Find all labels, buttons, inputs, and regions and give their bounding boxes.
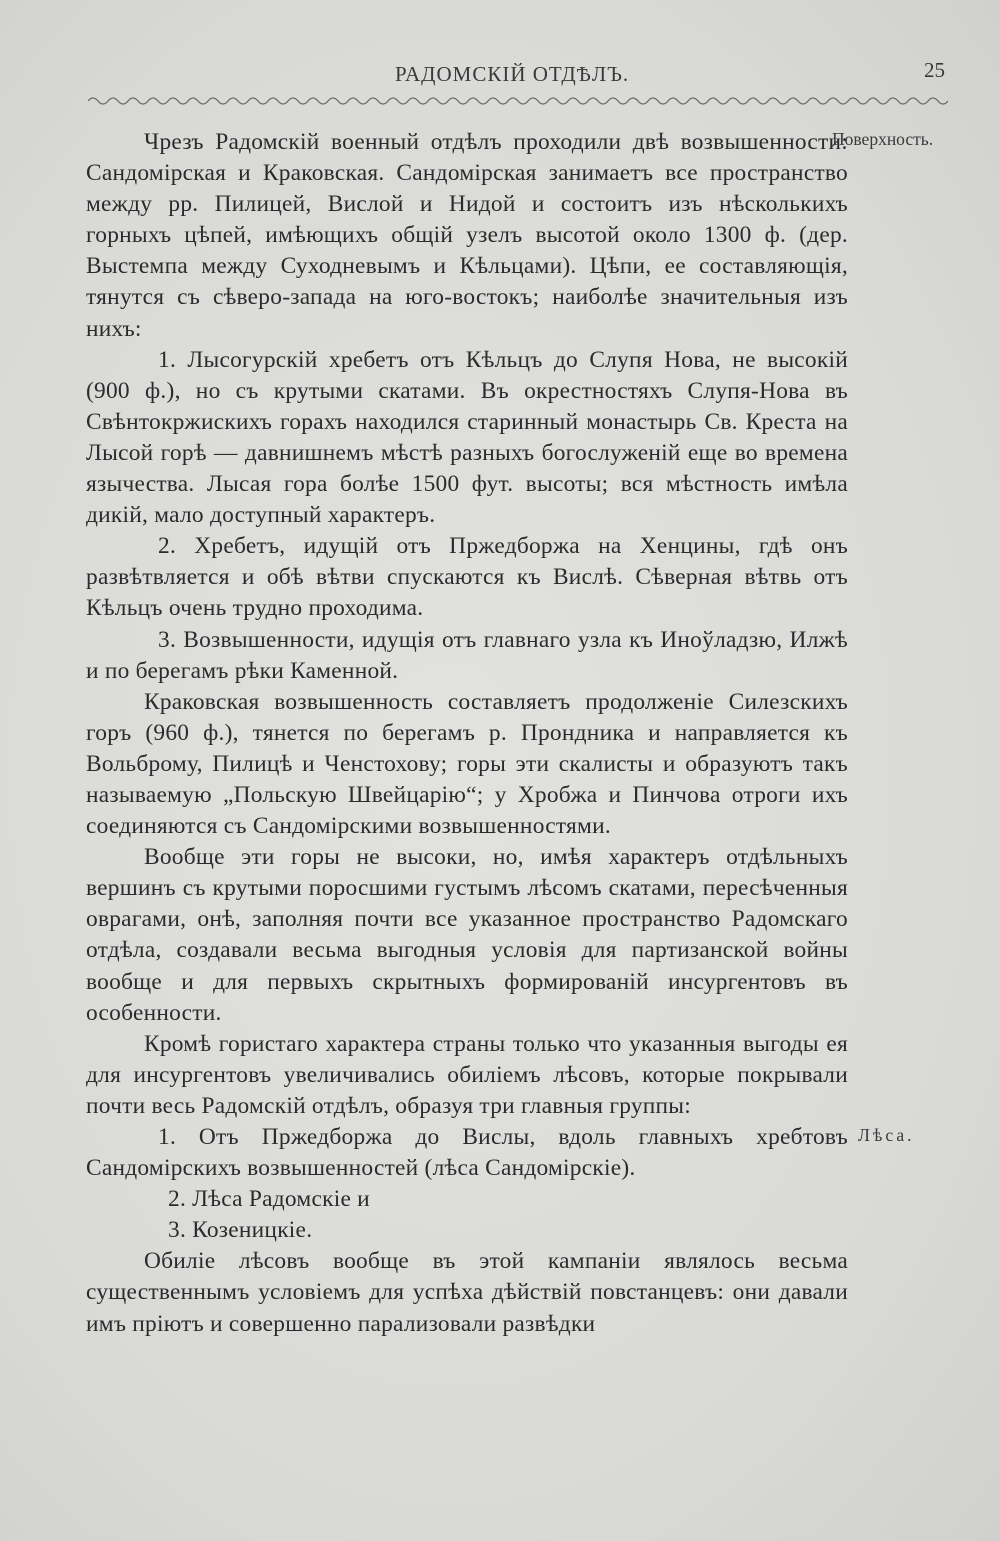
list-item-heights-inowlodz: 3. Возвышенности, идущія отъ главнаго узла къ Иноўладзю, Илжѣ и по берегамъ рѣки Каменной. <box>86 626 848 684</box>
wavy-rule-divider <box>88 94 948 108</box>
list-item-kozienice-forests: 3. Козеницкіе. <box>168 1217 313 1244</box>
list-item-sandomierz-forests: 1. Отъ Пржедборжа до Вислы, вдоль главныхъ хребтовъ Сандомірскихъ возвышенностей (лѣса Сандомірскіе). <box>86 1124 848 1182</box>
paragraph-krakow-heights: Краковская возвышенность составляетъ продолженіе Силезскихъ горъ (960 ф.), тянется по берегамъ р. Прондника и направляется къ Вольброму, Пилицѣ и Ченстохову; горы эти скалисты и образуютъ такъ называемую „Польскую Швейцарію“; у Хробжа и Пинчова отроги ихъ соединяются съ Сандомірскими возвышенностями. <box>86 688 848 840</box>
margin-note-forests: Лѣса. <box>858 1125 915 1145</box>
paragraph-heights-intro: Чрезъ Радомскій военный отдѣлъ проходили двѣ возвышенности: Сандомірская и Краковская. Сандомірская занимаетъ все пространство между рр. Пилицей, Вислой и Нидой и состоитъ изъ нѣсколькихъ горныхъ цѣпей, имѣющихъ общій узелъ высотой около 1300 ф. (дер. Выстемпа между Суходневымъ и Кѣльцами). Цѣпи, ее составляющія, тянутся съ сѣверо-запада на юго-востокъ; наиболѣе значительныя изъ нихъ: <box>86 129 848 342</box>
paragraph-forests-significance: Обиліе лѣсовъ вообще въ этой кампаніи являлось весьма существеннымъ условіемъ для успѣха дѣйствій повстанцевъ: они давали имъ пріютъ и совершенно парализовали развѣдки <box>86 1248 848 1337</box>
running-title: РАДОМСКІЙ ОТДѢЛЪ. <box>395 62 630 86</box>
list-item-przedborz-ridge: 2. Хребетъ, идущій отъ Пржедборжа на Хенцины, гдѣ онъ развѣтвляется и обѣ вѣтви спускаются къ Вислѣ. Сѣверная вѣтвь отъ Кѣльцъ очень трудно проходима. <box>86 533 848 622</box>
margin-note-surface: Поверхность. <box>832 129 934 149</box>
paragraph-forests-intro: Кромѣ гористаго характера страны только что указанныя выгоды ея для инсургентовъ увеличивались обиліемъ лѣсовъ, которые покрывали почти весь Радомскій отдѣлъ, образуя три главныя группы: <box>86 1030 848 1119</box>
list-item-radom-forests: 2. Лѣса Радомскіе и <box>168 1186 370 1213</box>
body-text <box>86 127 848 1340</box>
paragraph-mountains-general: Вообще эти горы не высоки, но, имѣя характеръ отдѣльныхъ вершинъ съ крутыми поросшими густымъ лѣсомъ скатами, пересѣченныя оврагами, онѣ, заполняя почти все указанное пространство Радомскаго отдѣла, создавали весьма выгодныя условія для партизанской войны вообще и для первыхъ скрытныхъ формированій инсургентовъ въ особенности. <box>86 844 848 1026</box>
page-number: 25 <box>924 58 945 82</box>
list-item-lysogorsky-ridge: 1. Лысогурскій хребетъ отъ Кѣльцъ до Слупя Нова, не высокій (900 ф.), но съ крутыми скатами. Въ окрестностяхъ Слупя-Нова въ Свѣнтокржискихъ горахъ находился старинный монастырь Св. Креста на Лысой горѣ — давнишнемъ мѣстѣ разныхъ богослуженій еще во времена язычества. Лысая гора болѣе 1500 фут. высоты; вся мѣстность имѣла дикій, мало доступный характеръ. <box>86 346 848 529</box>
